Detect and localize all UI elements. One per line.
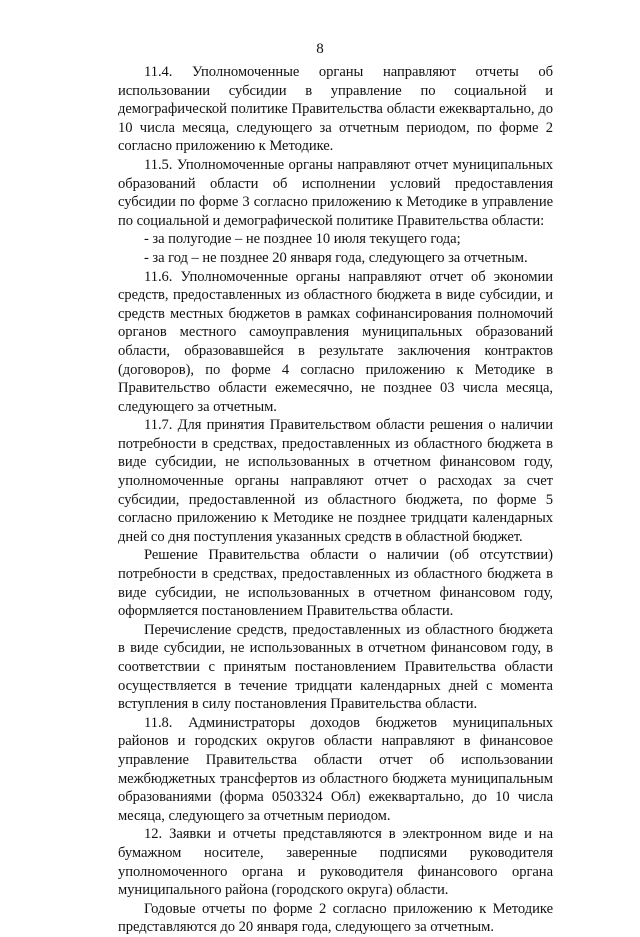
paragraph-11-4: 11.4. Уполномоченные органы направляют отчеты об использовании субсидии в управление по социальной и демографической политике Правительства области ежеквартально, до 10 числа месяца, следующего за отчетным периодом, по форме 2 согласно приложению к Методике.: [118, 64, 553, 155]
paragraph-decision: Решение Правительства области о наличии (об отсутствии) потребности в средствах, предоставленных из областного бюджета в виде субсидии, не использованных в отчетном финансовом году, оформляется постановлением Правительства области.: [118, 547, 553, 620]
list-item-half-year: - за полугодие – не позднее 10 июля текущего года;: [144, 231, 461, 248]
page-number: 8: [316, 41, 324, 57]
paragraph-12: 12. Заявки и отчеты представляются в электронном виде и на бумажном носителе, заверенные подписями руководителя уполномоченного органа и руководителя финансового органа муниципального района (городского округа) области.: [118, 826, 553, 899]
paragraph-11-5: 11.5. Уполномоченные органы направляют отчет муниципальных образований области об исполнении условий предоставления субсидии по форме 3 согласно приложению к Методике в управление по социальной и демографической политике Правительства области:: [118, 156, 553, 229]
paragraph-11-6: 11.6. Уполномоченные органы направляют отчет об экономии средств, предоставленных из областного бюджета в виде субсидии, и средств местных бюджетов в рамках софинансирования полномочий органов местного самоуправления муниципальных образований области, образовавшейся в результате заключения контрактов (договоров), по форме 4 согласно приложению к Методике в Правительство области ежемесячно, не позднее 03 числа месяца, следующего за отчетным.: [118, 268, 553, 415]
paragraph-annual-reports: Годовые отчеты по форме 2 согласно приложению к Методике представляются до 20 января года, следующего за отчетным.: [118, 900, 553, 936]
list-item-year: - за год – не позднее 20 января года, следующего за отчетным.: [144, 249, 528, 266]
paragraph-transfer: Перечисление средств, предоставленных из областного бюджета в виде субсидии, не использованных в отчетном финансовом году, в соответствии с принятым постановлением Правительства области осуществляется в течение тридцати календарных дней с момента вступления в силу постановления Правительства области.: [118, 621, 553, 713]
paragraph-11-8: 11.8. Администраторы доходов бюджетов муниципальных районов и городских округов области направляют в финансовое управление Правительства области отчет об использовании межбюджетных трансфертов из областного бюджета муниципальным образованиями (форма 0503324 Обл) ежеквартально, до 10 числа месяца, следующего за отчетным периодом.: [118, 714, 553, 824]
paragraph-11-7: 11.7. Для принятия Правительством области решения о наличии потребности в средствах, предоставленных из областного бюджета в виде субсидии, не использованных в отчетном финансовом году, уполномоченные органы направляют отчет о расходах за счет субсидии, предоставленной из областного бюджета, по форме 5 согласно приложению к Методике не позднее тридцати календарных дней со дня поступления указанных средств в областной бюджет.: [118, 417, 553, 545]
document-body: [118, 63, 553, 937]
